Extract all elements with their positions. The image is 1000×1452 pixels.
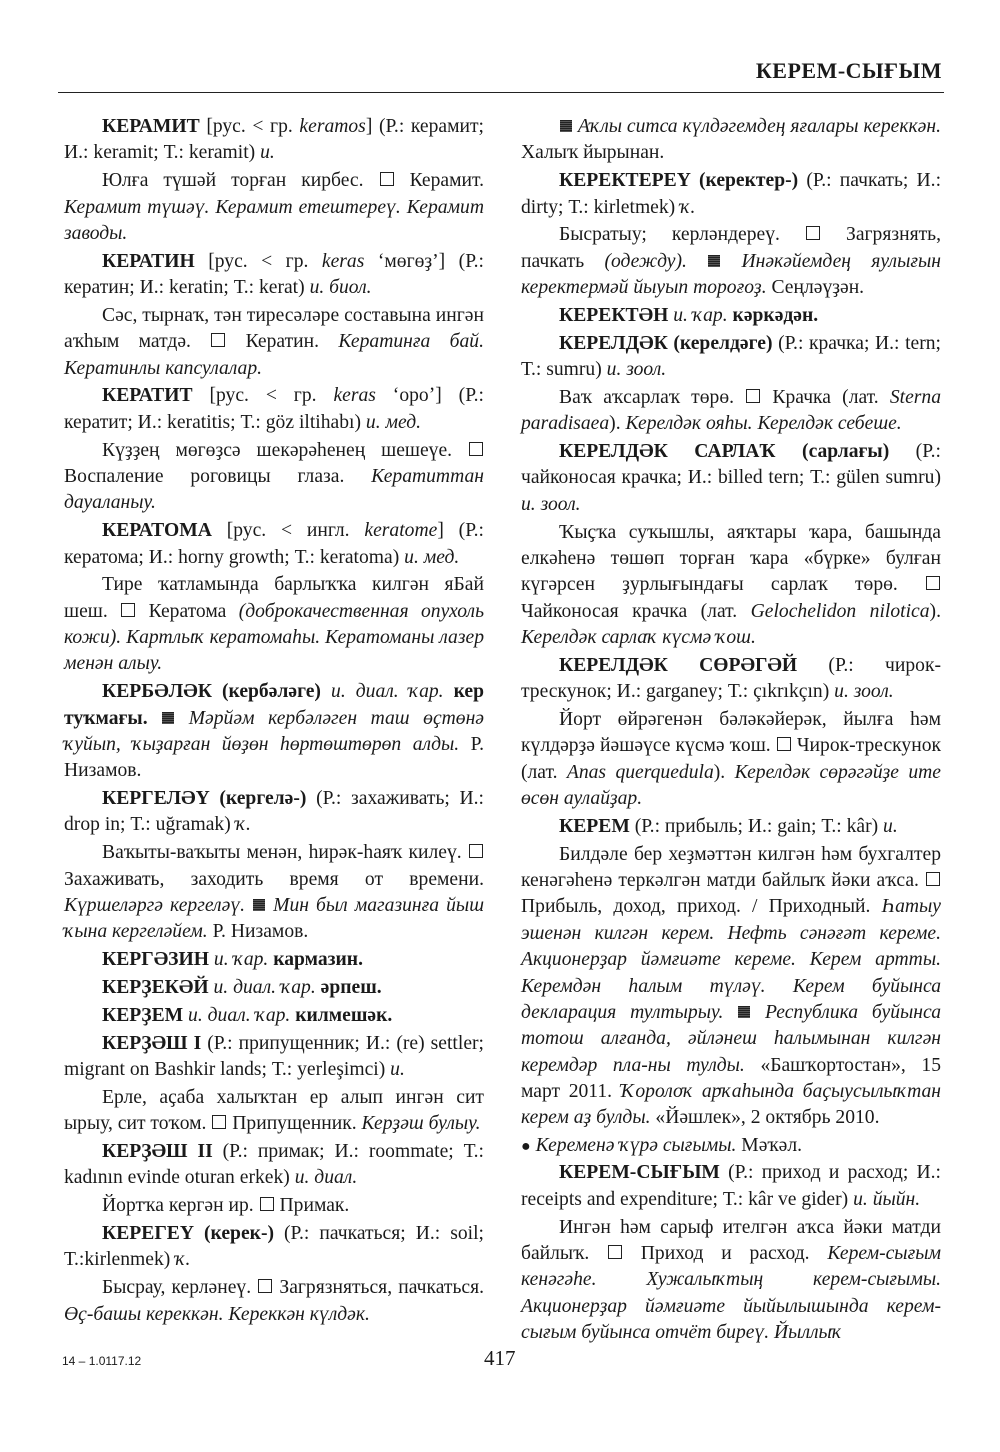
right-column [521,114,941,1348]
definition [521,520,941,652]
signature-code: 14 – 1.0117.12 [62,1354,142,1368]
quotation: Ҡоролоҡ арҡаһында баҫыусылыҡтан керем аҙ булды. [521,1080,941,1129]
definition-text: Бысрау, керләнеү. [102,1277,258,1299]
quotation: Республика буйынса тотош алғанда, әйләнеш һалымынан килгән керемдәр пла-ны тулды. [521,1001,941,1076]
spacer [444,681,454,702]
translation: Припущенник. [227,1113,362,1135]
headword: КЕРЕМ [559,815,630,837]
entry-keratoma [64,518,484,571]
examples: (доброкачественная опухоль кожи). Картлыҡ кератомаһы. Кератоманы лазер менән алыу. [64,600,484,675]
definition [64,168,484,247]
entry-kerzekai [64,975,484,1001]
quotation-square-icon [708,255,720,267]
definition-text: Йорт өйрәгенән бәләкәйерәк, йылға һәм күлдәрҙә йәшәүсе күсмә ҡош. [521,709,941,757]
entry-kerem [521,814,941,840]
entry-kergazin [64,947,484,973]
entry-kerzem [64,1003,484,1029]
examples: Кератинға бай. Кератинлы капсулалар. [64,331,484,379]
translation-square-icon [806,226,820,240]
translation: Крачка (лат. [761,386,890,408]
grammar-label: и. зоол. [606,359,667,381]
examples: Күршеләргә кергеләү. [64,894,253,916]
grammar-label: ҡ. [235,814,251,836]
headword: КЕРҘӘШ I [102,1032,202,1054]
quotation: Мәрйәм кербәләген таш өҫтөнә ҡуйып, ҡыҙарған йөҙөн һөртөштөрөп алды. [64,707,484,755]
quotation-source: Р. Низамов. [64,733,484,782]
entry-keratin [64,249,484,302]
headword: КЕРЕКТЕРЕҮ (керектер-) [559,170,799,192]
equivalents: (Р.: примак; И.: roommate; Т.: kadının evinde oturan erkek) [64,1141,484,1189]
page-number: 417 [484,1346,516,1370]
equivalents: (Р.: крачка; И.: tern; Т.: sumru) [521,332,941,381]
definition-text: Ерле, аҫаба халыҡтан ер алып ингән сит ырыу, сит тоҡом. [64,1086,484,1135]
quotation-square-icon [162,712,174,724]
header-rule [58,92,944,93]
translation-square-icon [746,389,760,403]
grammar-label: и. йыйн. [853,1188,921,1210]
examples: Һатыу эшенән килгән керем. Нефть сәнәғәт кереме. Акционерҙар йәмғиәте кереме. Керем артты. Керемдән һалым түләү. Керем буйынса декларация тултырыу. [521,896,941,1023]
headword: КЕРГӘЗИН [102,949,210,971]
entry-kerektan [521,303,941,329]
grammar-label: и. [883,815,898,837]
translation: Керамит. [394,170,484,192]
entry-kerzash-1 [64,1031,484,1084]
definition [64,303,484,382]
headword: КЕРГЕЛӘҮ (кергелә-) [102,788,307,810]
headword: КЕРАТИТ [102,385,193,407]
definition-text: Ҡыҫҡа суҡышлы, аяҡтары ҡара, башында елкәһенә төшөп торған ҡара «бүрке» булған күгәрсен ҙурлығындағы сарлаҡ төрө. [521,521,941,596]
equivalents: ] (Р.: керамит; И.: keramit; Т.: keramit) [64,116,484,164]
headword: КЕРЕГЕҮ (керек-) [102,1223,274,1245]
headword: КЕРЕКТӘН [559,304,669,326]
grammar-label: ҡ. [175,1249,191,1271]
headword: КЕРҘӘШ II [102,1141,213,1163]
translation-square-icon [926,872,940,886]
definition-text: Бысратыу; керләндереү. [559,224,805,246]
etymology: [рус. < гр. [194,250,322,272]
entry-kereldek [521,331,941,384]
spacer [321,681,331,702]
proverb [521,1133,941,1160]
grammar-label: и. диал. ҡар. [183,1004,296,1026]
cross-reference: кармазин. [273,949,363,971]
grammar-label: и. ҡар. [209,949,274,971]
quotation-source: Р. Низамов. [207,921,309,943]
punctuation: ). [713,761,735,783]
entry-keratit [64,383,484,436]
etymon: keras [333,385,376,407]
translation-square-icon [211,333,225,347]
latin-name: Anas querquedula [566,761,714,783]
equivalents: ‘мөгөҙ’] (Р.: кератин; И.: keratin; Т.: kerat) [64,250,484,299]
translation-square-icon [469,844,483,858]
etymon: keramos [299,116,366,137]
latin-name: Sterna paradisaea [521,386,941,435]
entry-kerem-sygym [521,1160,941,1213]
definition [64,572,484,677]
cross-reference: әрпеш. [320,977,382,998]
definition [521,842,941,1132]
quotation: Аҡлы ситса күлдәгемдең яғалары кереккән. [577,116,941,137]
headword: КЕРҘЕМ [102,1004,184,1026]
translation: Кератома [136,600,239,622]
headword: КЕРҘЕКӘЙ [102,977,209,998]
definition-text: Ингән һәм сарыф ителгән аҡса йәки матди байлыҡ. [521,1216,941,1264]
entry-kerekterau [521,168,941,221]
definition-text: Йортҡа кергән ир. [102,1195,259,1217]
etymology: [рус. < гр. [199,116,300,137]
equivalents: (Р.: приход и расход; И.: receipts and expenditure; Т.: kâr ve gider) [521,1162,941,1210]
grammar-label: и. мед. [404,546,460,568]
definition [64,1193,484,1219]
translation: Примак. [274,1195,350,1217]
entry-keramit [64,114,484,167]
translation-square-icon [258,1279,272,1293]
headword: КЕРБӘЛӘК (кербәләге) [102,681,321,703]
punctuation: ). [609,413,626,435]
grammar-label: и. биол. [309,277,372,299]
proverb-source: Мәҡәл. [736,1135,803,1157]
grammar-label: и. зоол. [834,681,894,703]
entry-kerzash-2 [64,1139,484,1192]
quotation: Мин был магазинға йыш ҡына кергеләйем. [64,894,484,943]
examples: Кератиттан дауаланыу. [64,465,484,514]
definition [64,1085,484,1138]
entry-kereldek-sarlak [521,439,941,518]
definition-text: Сәс, тырнаҡ, тән тиресәләре составына ингән аҡһым матдә. [64,304,484,353]
entry-kerbelek [64,679,484,784]
examples: (одежду). [604,250,708,272]
equivalents: ‘ороʼ] (Р.: кератит; И.: keratitis; Т.: göz iltihabı) [64,385,484,433]
examples: Керелдәк ояһы. Керелдәк себеше. [625,413,902,435]
headword: КЕРАМИТ [102,116,200,137]
running-head: КЕРЕМ-СЫҒЫМ [755,58,942,83]
cross-reference: кер туҡмағы. [64,681,485,729]
definition-text: Ваҡ аҡсарлаҡ төрө. [559,386,746,408]
etymon: keras [321,250,365,272]
headword: КЕРЕЛДӘК (керелдәге) [559,332,773,354]
grammar-label: и. диал. ҡар. [208,977,321,998]
proverb-text: Кеременә ҡүрә сығымы. [535,1135,737,1157]
cross-reference: килмешәк. [295,1004,393,1026]
quotation-square-icon [253,899,265,911]
examples: Керем-сығым кенәгәһе. Хужалыҡтың керем-сығымы. Акционерҙар йәмғиәте йыйылышында керем-сығым буйынса отчёт биреү. Йыллыҡ [521,1242,941,1343]
latin-name: Gelochelidon nilotica [750,600,930,622]
bullet-icon: ● [521,1138,531,1156]
translation: Кератин. [226,331,339,353]
translation-square-icon [608,1245,622,1259]
grammar-label: и. мед. [365,411,422,433]
equivalents: (Р.: пачкать; И.: dirty; Т.: kirletmek) [521,170,942,218]
translation: Приход и расход. [623,1242,828,1264]
quotation-source: «Йәшлек», 2 октябрь 2010. [650,1107,880,1129]
headword: КЕРАТОМА [102,520,212,542]
definition-text: Билдәле бер хеҙмәттән килгән һәм бухгалтер кенәгәһенә теркәлгән матди байлыҡ йәки аҡса. [521,843,941,892]
translation: Загрязнять, пачкать [521,224,941,272]
headword: КЕРЕЛДӘК СӨРӘГӘЙ [559,654,798,676]
etymon: keratome [364,520,438,542]
quotation: Инәкәйемдең яулығын керектермәй йыуып торoғоҙ. [521,250,942,299]
examples: Керелдәк сөрәгәйҙе ите өсөн аулайҙар. [521,761,941,810]
equivalents: (Р.: припущенник; И.: (re) settler; migrant on Bashkir lands; Т.: yerleşimci) [64,1032,484,1081]
translation-square-icon [926,576,940,590]
quotation-source: Сеңләүҙән. [766,277,865,299]
translation-square-icon [121,603,135,617]
quotation-square-icon [738,1006,750,1018]
translation: Захаживать, заходить время от времени. [64,868,484,890]
examples: Өҫ-башы кереккән. Кереккән күлдәк. [64,1303,370,1325]
entry-kereldek-soragai [521,653,941,706]
etymology: [рус. < ингл. [211,520,365,542]
equivalents: (Р.: чирок-трескунок; И.: garganey; Т.: çıkrıkçın) [521,654,941,703]
definition-text: Тире ҡатламында барлыҡҡа килгән яБай шеш. [64,574,484,622]
translation: Прибыль, доход, приход. / Приходный. [521,896,882,918]
etymology: [рус. < гр. [192,385,334,407]
entry-kergelau [64,786,484,839]
equivalents: (Р.: чайконосая крачка; И.: billed tern; Т.: gülen sumru) [521,441,941,489]
left-column [64,114,484,1329]
definition [521,222,941,301]
definition-text: Күҙҙең мөгөҙсә шекәрәһенең шешеүе. [102,439,468,461]
definition [64,840,484,945]
translation-square-icon [212,1115,226,1129]
grammar-label: и. [390,1059,405,1081]
translation-square-icon [777,737,791,751]
translation-square-icon [380,172,394,186]
definition-text: Ваҡыты-ваҡыты менән, һирәк-һаяҡ килеү. [102,842,468,864]
equivalents: (Р.: прибыль; И.: gain; Т.: kâr) [629,815,884,837]
headword: КЕРЕМ-СЫҒЫМ [559,1162,720,1184]
quotation-source: Халыҡ йырынан. [521,142,665,164]
entry-keregeu [64,1221,484,1274]
translation: Чайконосая крачка (лат. [521,600,751,622]
definition [521,707,941,812]
definition [521,1215,941,1347]
grammar-label: и. ҡар. [668,304,733,326]
continued-quotation [521,114,941,167]
grammar-label: и. диал. ҡар. [331,681,444,703]
headword: КЕРЕЛДӘК САРЛАҠ (сарлағы) [559,441,890,463]
translation: Загрязняться, пачкаться. [273,1277,484,1299]
translation: Воспаление роговицы глаза. [64,465,372,487]
grammar-label: и. зоол. [521,493,581,515]
headword: КЕРАТИН [102,250,195,272]
quotation-square-icon [560,120,572,132]
grammar-label: ҡ. [680,196,696,218]
cross-reference: кәркәдән. [732,304,819,326]
quotation-source: «Башҡортостан», 15 март 2011. [521,1054,941,1102]
punctuation: ). [929,600,941,622]
translation-square-icon [469,442,483,456]
definition-text: Юлға түшәй торған кирбес. [102,170,379,192]
examples: Керелдәк сарлаҡ күсмә ҡош. [521,627,756,649]
grammar-label: и. [260,142,275,164]
definition [64,438,484,517]
examples: Керҙәш булыу. [361,1113,481,1135]
grammar-label: и. диал. [294,1167,358,1189]
definition [521,385,941,438]
translation-square-icon [260,1197,274,1211]
translation: Чирок-трескунок (лат. [521,735,942,783]
equivalents: ] (Р.: кератома; И.: horny growth; Т.: keratoma) [64,520,484,568]
definition [64,1275,484,1328]
equivalents: (Р.: захаживать; И.: drop in; Т.: uğramak) [64,788,485,836]
equivalents: (Р.: пачкаться; И.: soil; Т.:kirlenmek) [64,1223,485,1271]
examples: Керамит түшәү. Керамит етештереү. Керамит заводы. [64,196,484,244]
